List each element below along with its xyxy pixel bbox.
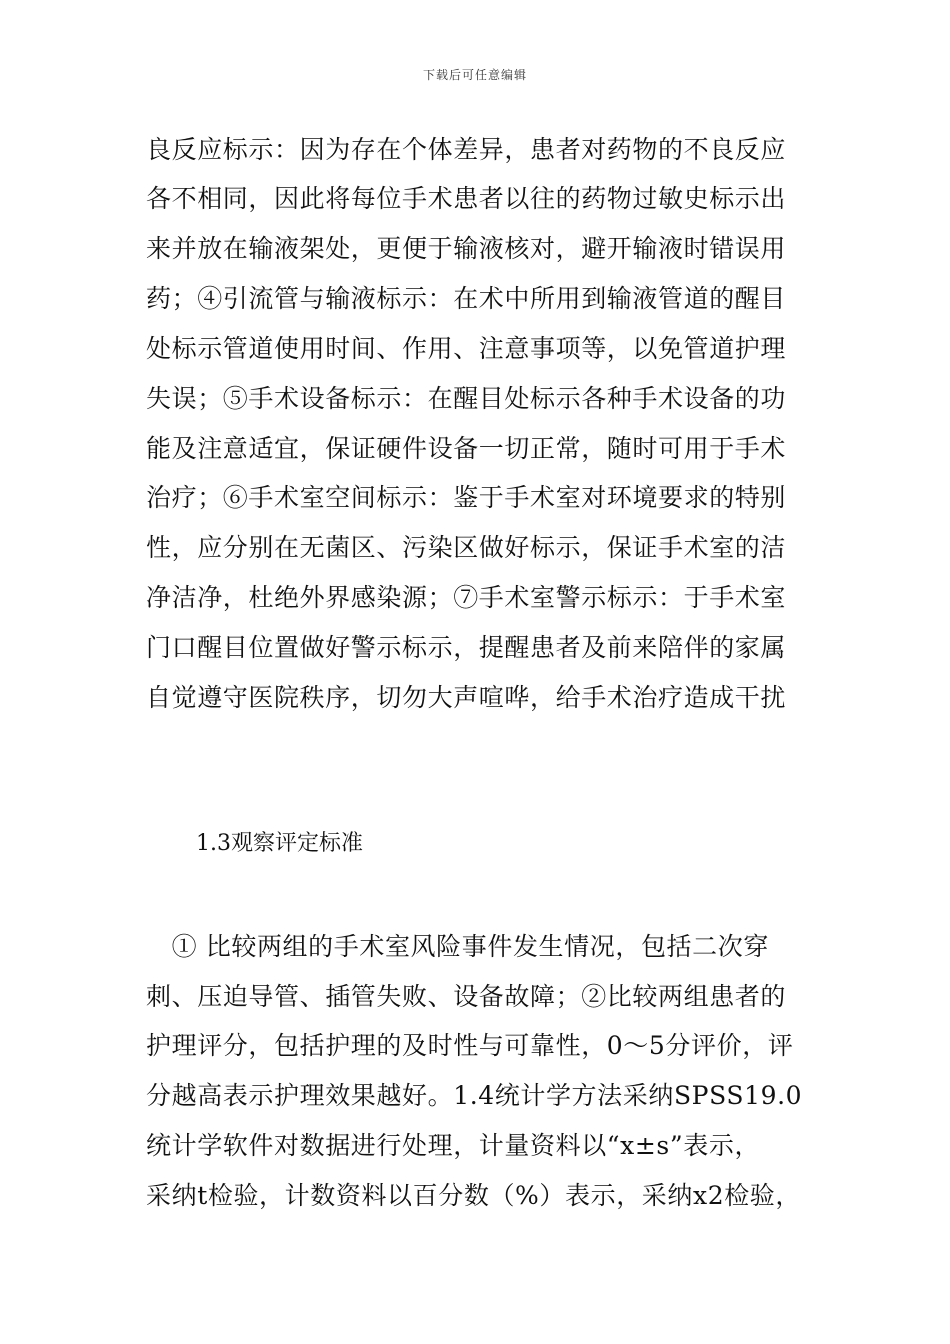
text-line: 护理评分，包括护理的及时性与可靠性，0～5分评价，评 xyxy=(146,1031,794,1060)
text-line: 各不相同，因此将每位手术患者以往的药物过敏史标示出 xyxy=(146,184,787,213)
text-line: 药；④引流管与输液标示：在术中所用到输液管道的醒目 xyxy=(146,284,787,313)
text-line: 治疗；⑥手术室空间标示：鉴于手术室对环境要求的特别 xyxy=(146,483,787,512)
text-line: 能及注意适宜，保证硬件设备一切正常，随时可用于手术 xyxy=(146,434,787,463)
page-header: 下载后可任意编辑 xyxy=(422,68,527,82)
text-line: 良反应标示：因为存在个体差异，患者对药物的不良反应 xyxy=(146,135,787,164)
text-line: 性，应分别在无菌区、污染区做好标示，保证手术室的洁 xyxy=(146,533,787,562)
text-line: 处标示管道使用时间、作用、注意事项等，以免管道护理 xyxy=(146,334,787,363)
section-heading: 1.3观察评定标准 xyxy=(196,831,363,856)
text-line: ① 比较两组的手术室风险事件发生情况，包括二次穿 xyxy=(146,932,769,961)
text-line: 门口醒目位置做好警示标示，提醒患者及前来陪伴的家属 xyxy=(146,633,787,662)
text-line: 采纳t检验，计数资料以百分数（%）表示，采纳x2检验， xyxy=(146,1181,802,1210)
text-line: 失误；⑤手术设备标示：在醒目处标示各种手术设备的功 xyxy=(146,384,787,413)
text-line: 净洁净，杜绝外界感染源；⑦手术室警示标示：于手术室 xyxy=(146,583,787,612)
text-line: 来并放在输液架处，更便于输液核对，避开输液时错误用 xyxy=(146,234,787,263)
text-line: 刺、压迫导管、插管失败、设备故障；②比较两组患者的 xyxy=(146,982,787,1011)
text-line: 统计学软件对数据进行处理，计量资料以“x±s”表示， xyxy=(146,1131,761,1160)
text-line: 分越高表示护理效果越好。1.4统计学方法采纳SPSS19.0 xyxy=(146,1081,803,1110)
text-line: 自觉遵守医院秩序，切勿大声喧哗，给手术治疗造成干扰 xyxy=(146,683,787,712)
